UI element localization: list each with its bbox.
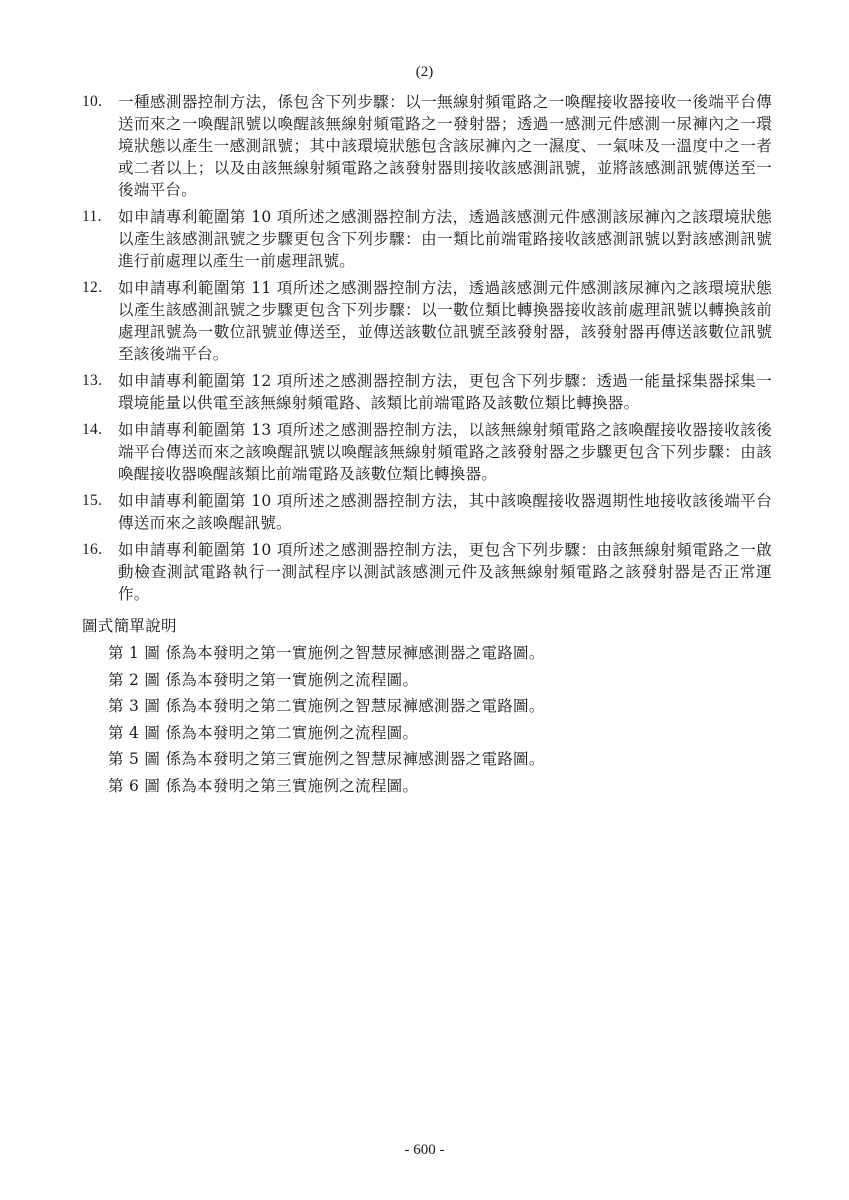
claim-text: 如申請專利範圍第 11 項所述之感測器控制方法，透過該感測元件感測該尿褲內之該環境狀態以產生該感測訊號之步驟更包含下列步驟：以一數位類比轉換器接收該前處理訊號以轉換該前處理訊號為一數位訊號並傳送至，並傳送該數位訊號至該發射器，該發射器再傳送該數位訊號至該後端平台。	[118, 279, 772, 363]
claim-number: 15.	[82, 492, 103, 509]
page-marker: (2)	[415, 64, 434, 80]
figures-section-title: 圖式簡單說明	[82, 617, 177, 635]
claim-item	[82, 419, 772, 485]
figure-description: 第 3 圖 係為本發明之第二實施例之智慧尿褲感測器之電路圖。	[108, 697, 545, 716]
page-number: - 600 -	[404, 1142, 445, 1158]
claim-number: 10.	[82, 93, 103, 110]
claim-text: 如申請專利範圍第 10 項所述之感測器控制方法，更包含下列步驟：由該無線射頻電路之一啟動檢查測試電路執行一測試程序以測試該感測元件及該無線射頻電路之該發射器是否正常運作。	[118, 541, 772, 603]
claim-number: 16.	[82, 541, 103, 558]
claim-item	[82, 277, 772, 365]
claim-text: 如申請專利範圍第 13 項所述之感測器控制方法，以該無線射頻電路之該喚醒接收器接收該後端平台傳送而來之該喚醒訊號以喚醒該無線射頻電路之該發射器之步驟更包含下列步驟：由該喚醒接收器喚醒該類比前端電路及該數位類比轉換器。	[118, 421, 772, 483]
figure-description: 第 1 圖 係為本發明之第一實施例之智慧尿褲感測器之電路圖。	[108, 644, 545, 662]
claim-text: 如申請專利範圍第 12 項所述之感測器控制方法，更包含下列步驟：透過一能量採集器採集一環境能量以供電至該無線射頻電路、該類比前端電路及該數位類比轉換器。	[118, 372, 772, 412]
claim-number: 13.	[82, 372, 103, 389]
claim-item	[82, 91, 772, 201]
claim-number: 12.	[82, 279, 103, 296]
claim-item	[82, 490, 772, 534]
figure-description: 第 4 圖 係為本發明之第二實施例之流程圖。	[108, 723, 419, 742]
claim-text: 一種感測器控制方法，係包含下列步驟：以一無線射頻電路之一喚醒接收器接收一後端平台傳送而來之一喚醒訊號以喚醒該無線射頻電路之一發射器；透過一感測元件感測一尿褲內之一環境狀態以產生一感測訊號；其中該環境狀態包含該尿褲內之一濕度、一氣味及一溫度中之一者或二者以上；以及由該無線射頻電路之該發射器則接收該感測訊號，並將該感測訊號傳送至一後端平台。	[118, 93, 772, 199]
figure-description: 第 6 圖 係為本發明之第三實施例之流程圖。	[108, 776, 419, 795]
claim-text: 如申請專利範圍第 10 項所述之感測器控制方法，其中該喚醒接收器週期性地接收該後端平台傳送而來之該喚醒訊號。	[118, 492, 772, 532]
figures-list	[108, 642, 768, 802]
claim-item	[82, 539, 772, 605]
claim-text: 如申請專利範圍第 10 項所述之感測器控制方法，透過該感測元件感測該尿褲內之該環境狀態以產生該感測訊號之步驟更包含下列步驟：由一類比前端電路接收該感測訊號以對該感測訊號進行前處理以產生一前處理訊號。	[118, 208, 772, 270]
claim-number: 14.	[82, 421, 103, 438]
claim-number: 11.	[82, 208, 102, 225]
claim-item	[82, 370, 772, 414]
figure-description: 第 5 圖 係為本發明之第三實施例之智慧尿褲感測器之電路圖。	[108, 750, 545, 769]
claim-item	[82, 206, 772, 272]
claims-list	[82, 91, 772, 610]
figure-description: 第 2 圖 係為本發明之第一實施例之流程圖。	[108, 670, 419, 689]
